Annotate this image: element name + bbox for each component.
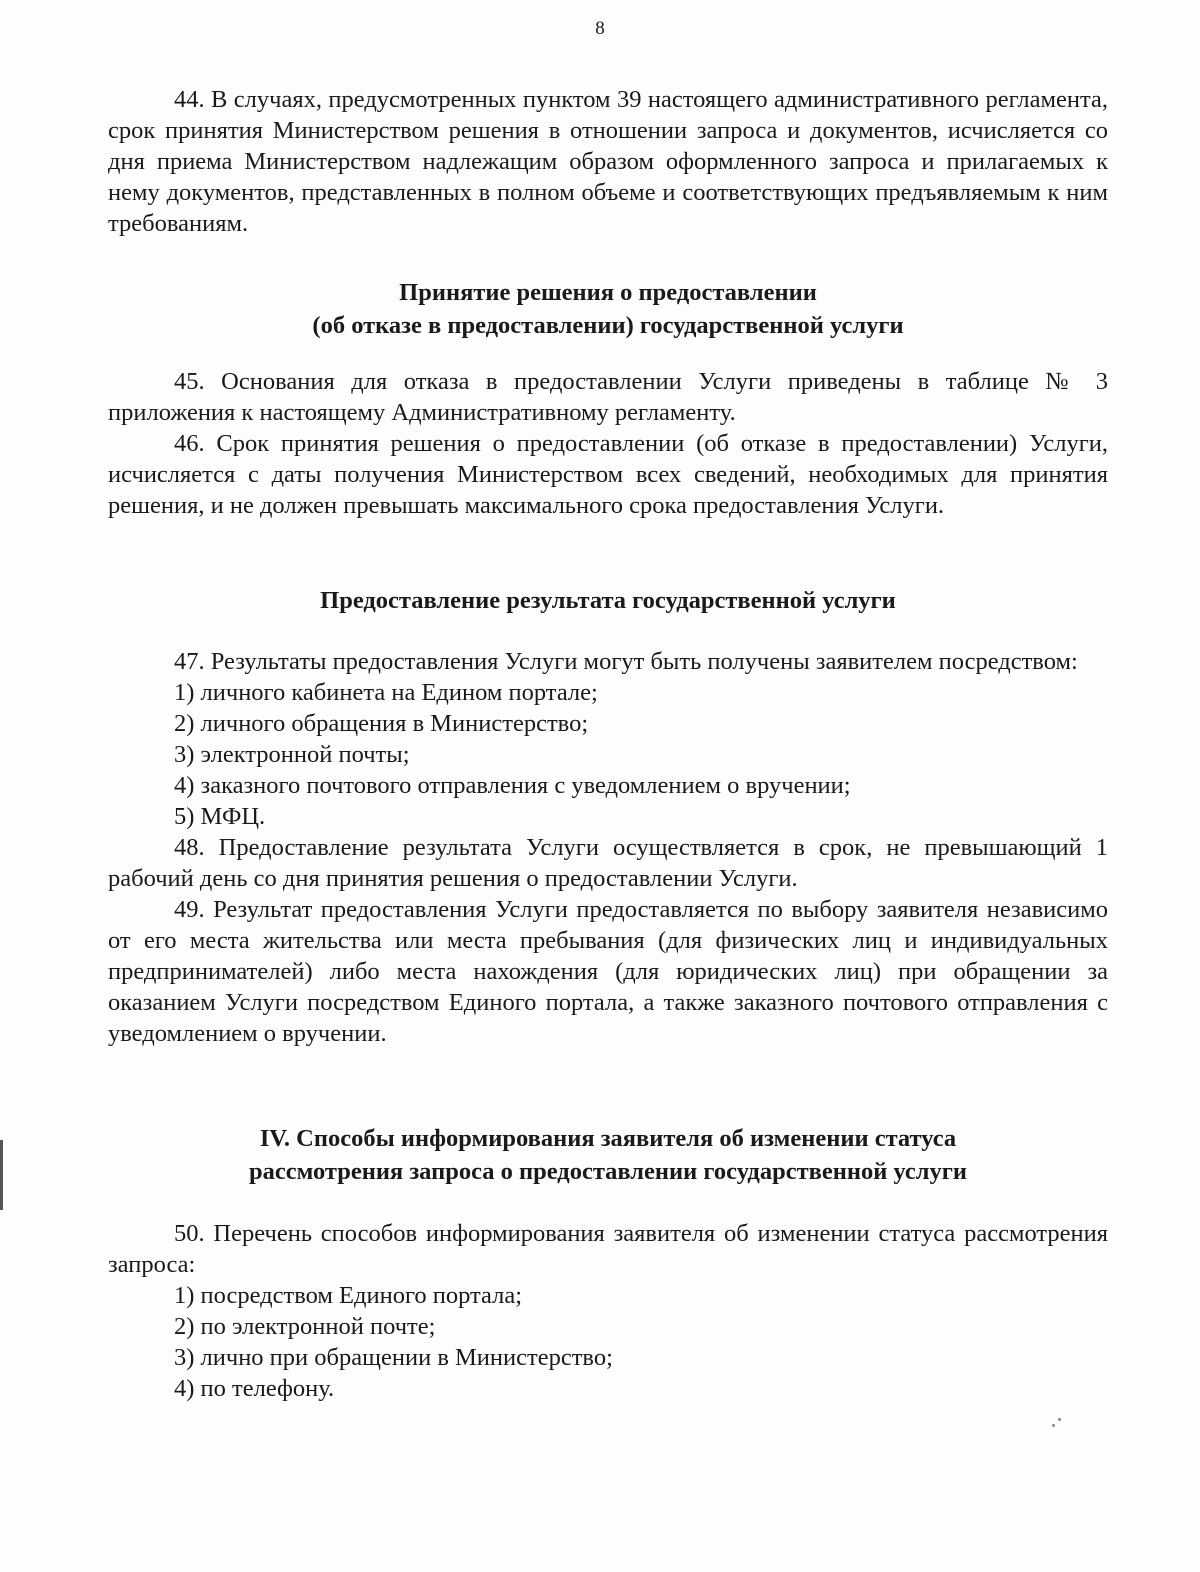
clause-47-item: 1) личного кабинета на Едином портале;	[174, 679, 598, 706]
clause-50-item: 4) по телефону.	[174, 1375, 335, 1402]
heading-decision-line2: (об отказе в предоставлении) государственной услуги	[312, 312, 904, 339]
clause-46: 46. Срок принятия решения о предоставлении (об отказе в предоставлении) Услуги, исчисляется с даты получения Министерством всех сведений, необходимых для принятия решения, и не должен превышать максимального срока предоставления Услуги.	[108, 430, 1108, 519]
heading-section-iv-line1: IV. Способы информирования заявителя об изменении статуса	[259, 1125, 957, 1152]
heading-decision-line1: Принятие решения о предоставлении	[399, 279, 817, 306]
clause-50-block	[108, 1218, 1108, 1404]
clause-45: 45. Основания для отказа в предоставлении Услуги приведены в таблице № 3 приложения к настоящему Административному регламенту.	[108, 368, 1108, 426]
scan-speck	[1052, 1424, 1055, 1427]
clause-44: 44. В случаях, предусмотренных пунктом 39 настоящего административного регламента, срок принятия Министерством решения в отношении запроса и документов, исчисляется со дня приема Министерством надлежащим образом оформленного запроса и прилагаемых к нему документов, представленных в полном объеме и соответствующих предъявляемым к ним требованиям.	[108, 86, 1108, 237]
scan-speck	[1058, 1418, 1061, 1421]
heading-decision	[108, 276, 1108, 342]
clause-47-item: 2) личного обращения в Министерство;	[174, 710, 589, 737]
clause-47-item: 3) электронной почты;	[174, 741, 410, 768]
clause-47-item: 5) МФЦ.	[174, 803, 266, 830]
clause-44-block	[108, 84, 1108, 239]
clauses-45-46-block	[108, 366, 1108, 521]
clause-48: 48. Предоставление результата Услуги осуществляется в срок, не превышающий 1 рабочий день со дня принятия решения о предоставлении Услуги.	[108, 834, 1108, 892]
heading-section-iv	[108, 1122, 1108, 1188]
scan-edge-mark	[0, 1140, 3, 1210]
clause-49: 49. Результат предоставления Услуги предоставляется по выбору заявителя независимо от его места жительства или места пребывания (для физических лиц и индивидуальных предпринимателей) либо места нахождения (для юридических лиц) при обращении за оказанием Услуги посредством Единого портала, а также заказного почтового отправления с уведомлением о вручении.	[108, 896, 1108, 1047]
clause-50-item: 2) по электронной почте;	[174, 1313, 436, 1340]
page-number: 8	[595, 18, 605, 39]
heading-section-iv-line2: рассмотрения запроса о предоставлении государственной услуги	[248, 1158, 968, 1185]
clauses-47-49-block	[108, 646, 1108, 1049]
clause-50-item: 1) посредством Единого портала;	[174, 1282, 523, 1309]
clause-47-intro: 47. Результаты предоставления Услуги могут быть получены заявителем посредством:	[174, 648, 1078, 675]
clause-50-intro: 50. Перечень способов информирования заявителя об изменении статуса рассмотрения запроса:	[108, 1220, 1108, 1278]
heading-result	[108, 584, 1108, 617]
clause-50-item: 3) лично при обращении в Министерство;	[174, 1344, 613, 1371]
clause-47-item: 4) заказного почтового отправления с уведомлением о вручении;	[174, 772, 851, 799]
heading-result-line: Предоставление результата государственной услуги	[320, 587, 896, 614]
